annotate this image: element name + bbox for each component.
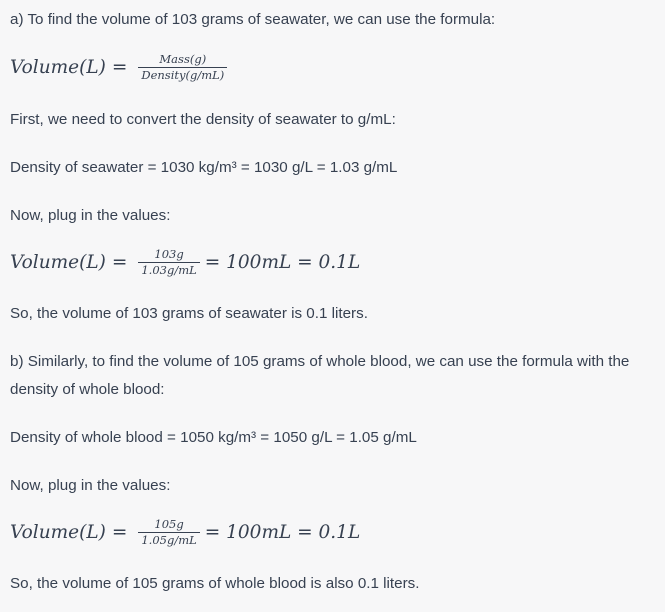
calc-a-fraction: [138, 248, 199, 277]
calc-b-numerator: 105g: [154, 517, 184, 531]
intro-part-b: b) Similarly, to find the volume of 105 grams of whole blood, we can use the formula with the density of whole blood:: [10, 353, 630, 398]
plug-in-instruction-b: Now, plug in the values:: [10, 477, 171, 494]
formula-lhs: Volume(L): [10, 57, 106, 78]
calc-a-lhs: Volume(L): [10, 252, 106, 273]
intro-part-a: a) To find the volume of 103 grams of seawater, we can use the formula:: [10, 11, 496, 28]
formula-equals: =: [111, 57, 128, 78]
formula-numerator: Mass(g): [159, 52, 207, 66]
plug-in-instruction-a: Now, plug in the values:: [10, 207, 171, 224]
conclusion-part-b: So, the volume of 105 grams of whole blood is also 0.1 liters.: [10, 575, 420, 592]
calc-a-denominator: 1.03g/mL: [138, 262, 199, 277]
calculation-a: [10, 248, 360, 277]
calc-b-result: = 100mL = 0.1L: [204, 522, 361, 543]
density-whole-blood: Density of whole blood = 1050 kg/m³ = 1050 g/L = 1.05 g/mL: [10, 429, 417, 446]
convert-instruction: First, we need to convert the density of seawater to g/mL:: [10, 111, 396, 128]
calc-b-equals: =: [111, 522, 128, 543]
calculation-b: [10, 518, 360, 547]
calc-b-denominator: 1.05g/mL: [138, 532, 199, 547]
calc-b-fraction: [138, 518, 199, 547]
calc-a-result: = 100mL = 0.1L: [204, 252, 361, 273]
calc-b-lhs: Volume(L): [10, 522, 106, 543]
calc-a-numerator: 103g: [154, 247, 184, 261]
calc-a-equals: =: [111, 252, 128, 273]
volume-formula: [10, 53, 232, 82]
density-seawater: Density of seawater = 1030 kg/m³ = 1030 g/L = 1.03 g/mL: [10, 159, 398, 176]
formula-denominator: Density(g/mL): [138, 67, 227, 82]
conclusion-part-a: So, the volume of 103 grams of seawater is 0.1 liters.: [10, 305, 368, 322]
formula-fraction: [138, 53, 227, 82]
